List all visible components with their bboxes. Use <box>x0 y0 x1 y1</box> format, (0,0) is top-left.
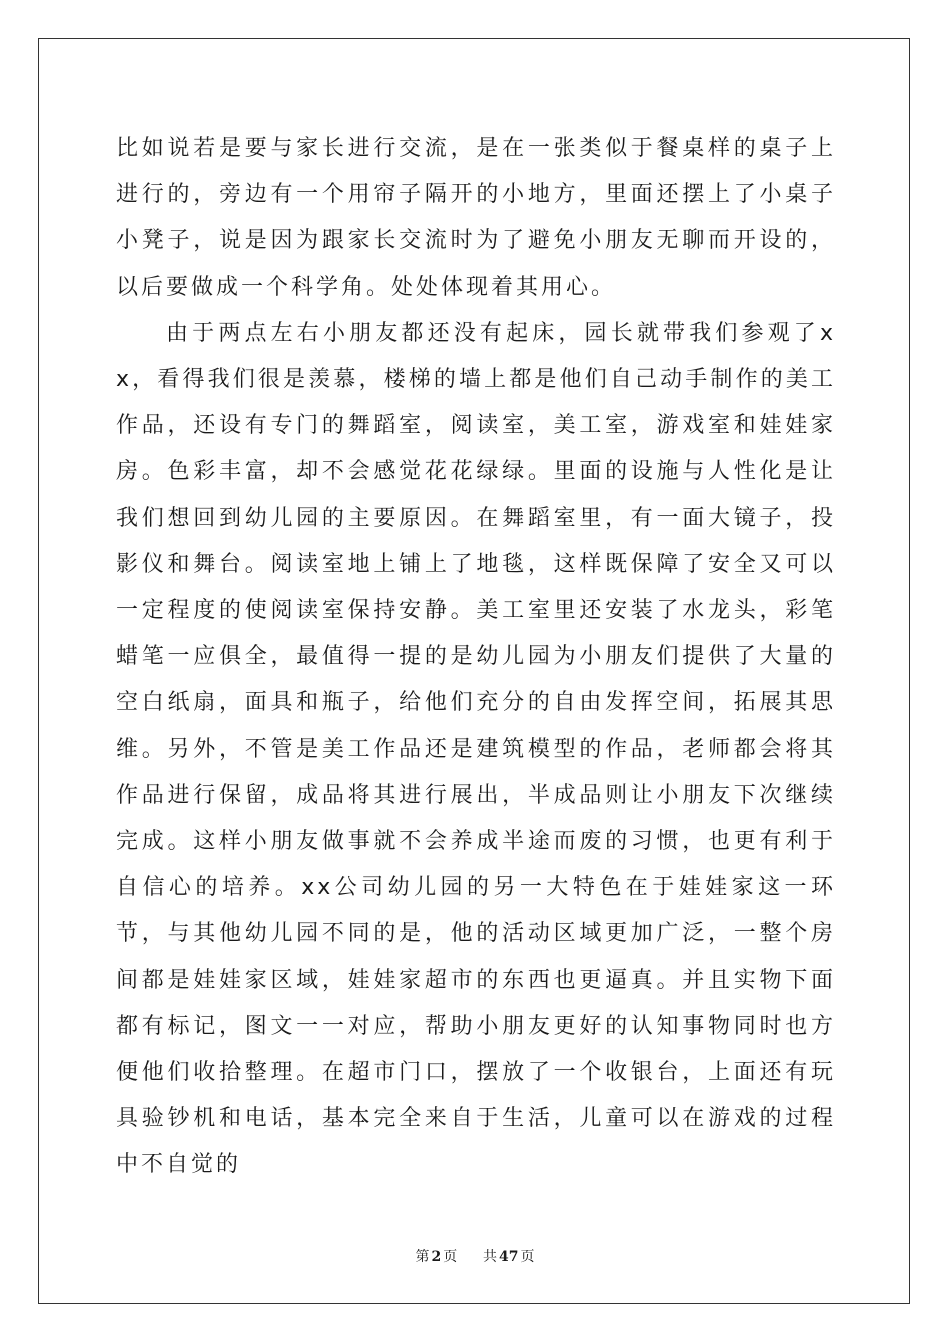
paragraph-2: 由于两点左右小朋友都还没有起床，园长就带我们参观了xx，看得我们很是羡慕，楼梯的墙上都是他们自己动手制作的美工作品，还设有专门的舞蹈室，阅读室，美工室，游戏室和娃娃家房。色彩丰富，却不会感觉花花绿绿。里面的设施与人性化是让我们想回到幼儿园的主要原因。在舞蹈室里，有一面大镜子，投影仪和舞台。阅读室地上铺上了地毯，这样既保障了安全又可以一定程度的使阅读室保持安静。美工室里还安装了水龙头，彩笔蜡笔一应俱全，最值得一提的是幼儿园为小朋友们提供了大量的空白纸扇，面具和瓶子，给他们充分的自由发挥空间，拓展其思维。另外，不管是美工作品还是建筑模型的作品，老师都会将其作品进行保留，成品将其进行展出，半成品则让小朋友下次继续完成。这样小朋友做事就不会养成半途而废的习惯，也更有利于自信心的培养。xx公司幼儿园的另一大特色在于娃娃家这一环节，与其他幼儿园不同的是，他的活动区域更加广泛，一整个房间都是娃娃家区域，娃娃家超市的东西也更逼真。并且实物下面都有标记，图文一一对应，帮助小朋友更好的认知事物同时也方便他们收拾整理。在超市门口，摆放了一个收银台，上面还有玩具验钞机和电话，基本完全来自于生活，儿童可以在游戏的过程中不自觉的 <box>116 320 836 1178</box>
total-pages: 47 <box>499 1249 519 1265</box>
page-suffix: 页 <box>443 1249 458 1265</box>
total-pages-indicator <box>481 1249 536 1265</box>
total-suffix: 页 <box>520 1249 535 1265</box>
page-prefix: 第 <box>415 1249 430 1265</box>
paragraph-1: 比如说若是要与家长进行交流，是在一张类似于餐桌样的桌子上进行的，旁边有一个用帘子隔开的小地方，里面还摆上了小桌子小凳子，说是因为跟家长交流时为了避免小朋友无聊而开设的，以后要做成一个科学角。处处体现着其用心。 <box>116 136 836 300</box>
page-footer <box>0 1246 950 1266</box>
page-number: 2 <box>431 1249 442 1265</box>
document-body <box>116 126 836 1189</box>
page-indicator <box>413 1249 459 1265</box>
total-prefix: 共 <box>483 1249 498 1265</box>
